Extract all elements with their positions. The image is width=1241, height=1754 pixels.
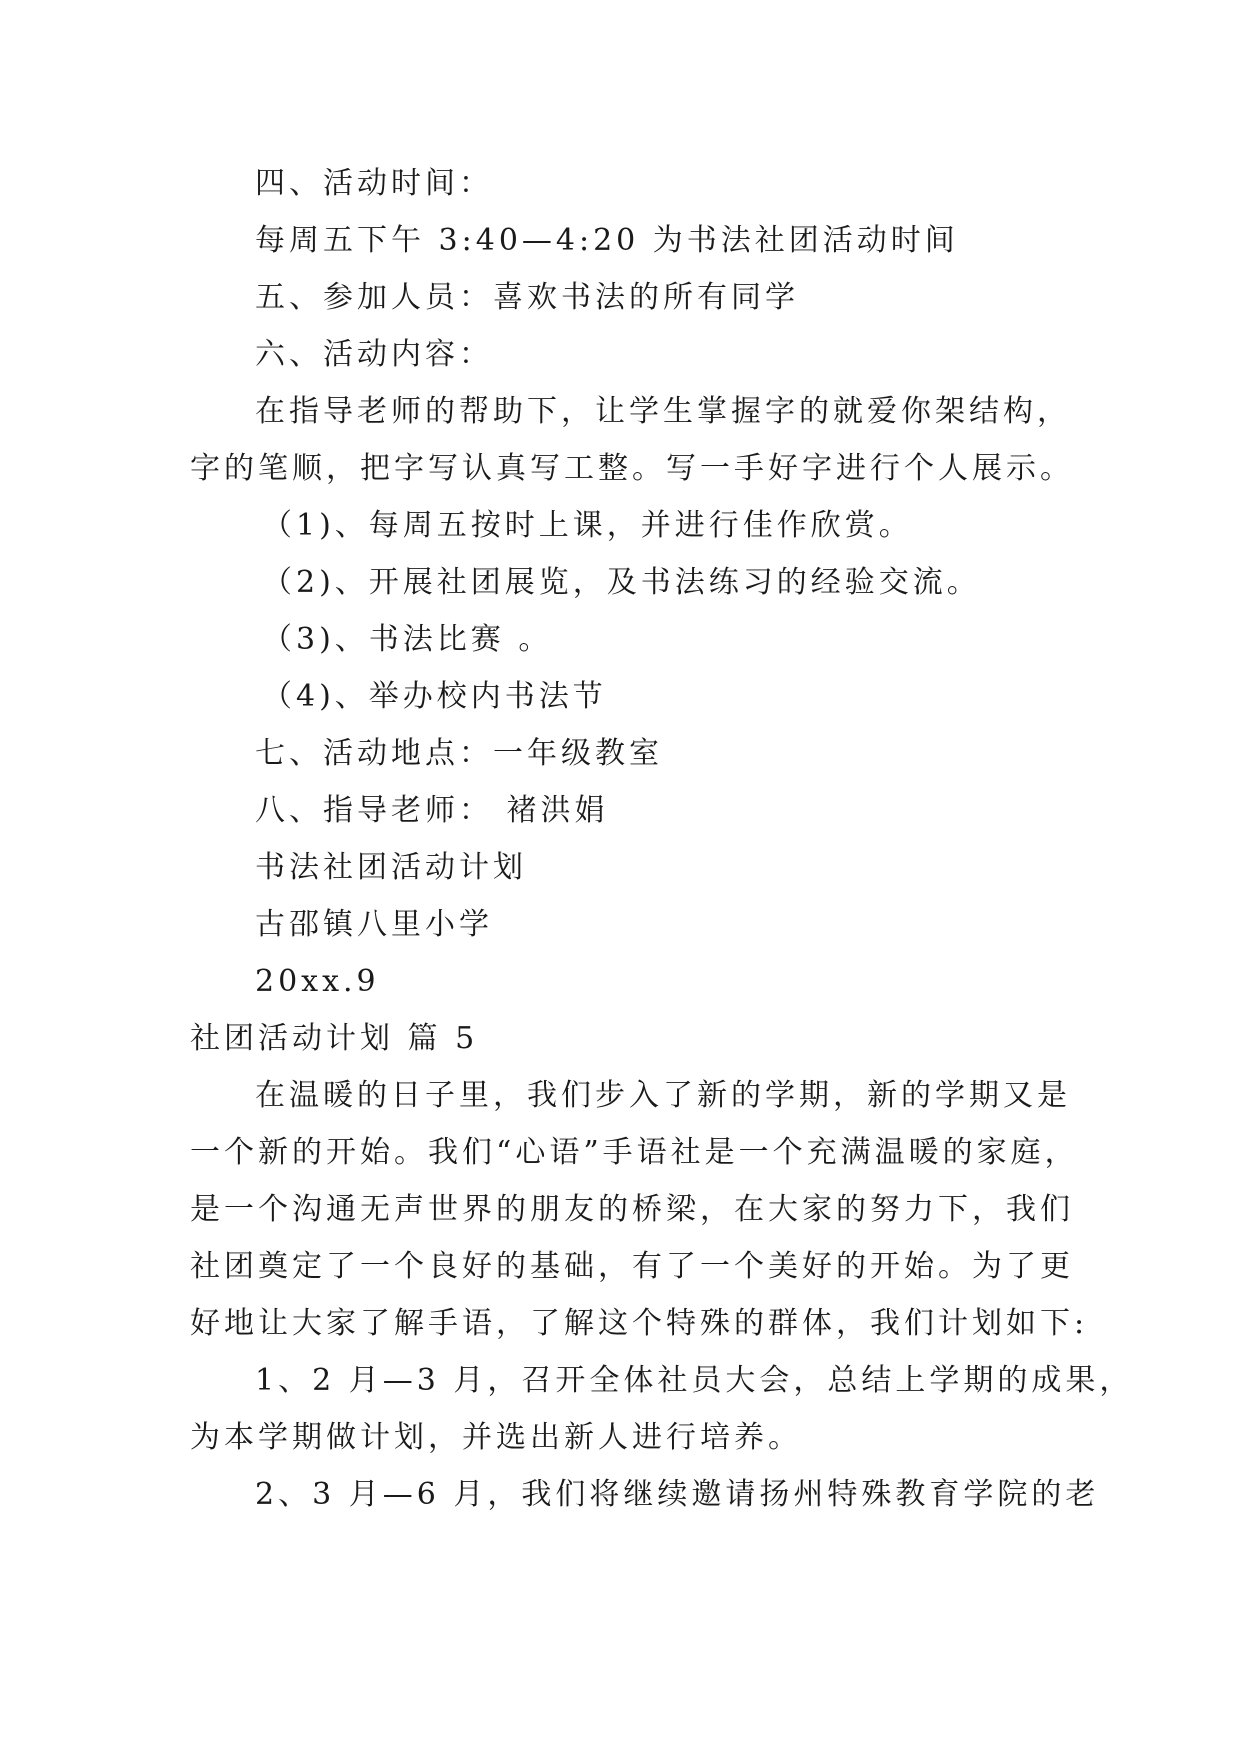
section-heading-teacher: 八、指导老师： 褚洪娟 <box>255 793 609 828</box>
paragraph-line: 是一个沟通无声世界的朋友的桥梁，在大家的努力下，我们 <box>190 1192 1074 1227</box>
section-heading-participants: 五、参加人员：喜欢书法的所有同学 <box>255 280 799 315</box>
paragraph-line: 字的笔顺，把字写认真写工整。写一手好字进行个人展示。 <box>190 451 1074 486</box>
list-item: （4)、举办校内书法节 <box>262 679 607 714</box>
signature-school: 古邵镇八里小学 <box>255 907 493 942</box>
section-heading-content: 六、活动内容： <box>255 337 493 372</box>
paragraph-line: 在温暖的日子里，我们步入了新的学期，新的学期又是 <box>255 1078 1071 1113</box>
paragraph-line: 在指导老师的帮助下，让学生掌握字的就爱你架结构， <box>255 394 1071 429</box>
paragraph-line: 好地让大家了解手语，了解这个特殊的群体，我们计划如下: <box>190 1306 1089 1341</box>
list-item: （3)、书法比赛 。 <box>262 622 553 657</box>
paragraph-line: 1、2 月—3 月，召开全体社员大会，总结上学期的成果， <box>255 1363 1134 1398</box>
article-heading: 社团活动计划 篇 5 <box>190 1021 479 1056</box>
paragraph-line: 为本学期做计划，并选出新人进行培养。 <box>190 1420 802 1455</box>
paragraph-line: 每周五下午 3:40—4:20 为书法社团活动时间 <box>255 223 959 258</box>
signature-date: 20xx.9 <box>255 964 380 999</box>
section-heading-time: 四、活动时间： <box>255 166 493 201</box>
list-item: （1)、每周五按时上课，并进行佳作欣赏。 <box>262 508 913 543</box>
paragraph-line: 2、3 月—6 月，我们将继续邀请扬州特殊教育学院的老 <box>255 1477 1100 1512</box>
paragraph-line: 社团奠定了一个良好的基础，有了一个美好的开始。为了更 <box>190 1249 1074 1284</box>
signature-title: 书法社团活动计划 <box>255 850 527 885</box>
section-heading-location: 七、活动地点：一年级教室 <box>255 736 663 771</box>
paragraph-line: 一个新的开始。我们“心语”手语社是一个充满温暖的家庭， <box>190 1135 1079 1170</box>
list-item: （2)、开展社团展览，及书法练习的经验交流。 <box>262 565 981 600</box>
